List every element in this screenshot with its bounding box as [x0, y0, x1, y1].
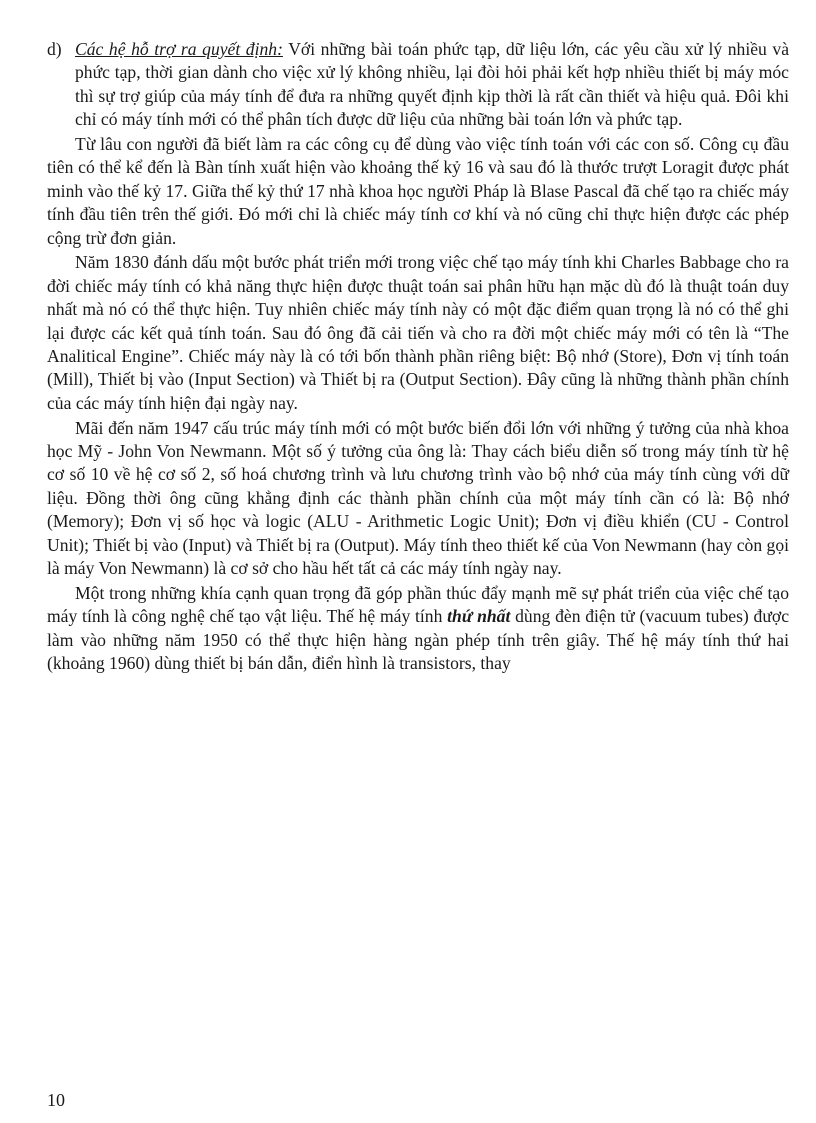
page-number: 10 — [47, 1090, 65, 1110]
page-body — [47, 38, 789, 676]
list-item-label: d) — [47, 39, 62, 59]
paragraph-text-after: dùng đèn điện tử (vacuum tubes) được làm vào những năm 1950 có thể thực hiện hàng ngàn phép tính trên giây. Thế hệ máy tính thứ hai (khoảng 1960) dùng thiết bị bán dẫn, điển hình là transistors, thay — [47, 606, 789, 674]
emphasis-text: thứ nhất — [447, 606, 511, 627]
list-item-body — [75, 38, 789, 132]
paragraph-calculating-tools: Từ lâu con người đã biết làm ra các công cụ để dùng vào việc tính toán với các con số. Công cụ đầu tiên có thể kể đến là Bàn tính xuất hiện vào khoảng thế kỷ 16 và sau đó là thước trượt Loragit được phát minh vào thế kỷ 17. Giữa thế kỷ thứ 17 nhà khoa học người Pháp là Blase Pascal đã chế tạo ra chiếc máy tính đầu tiên trên thế giới. Đó mới chỉ là chiếc máy tính cơ khí và nó cũng chỉ thực hiện được các phép cộng trừ đơn giản. — [47, 134, 789, 248]
paragraph-von-newmann: Mãi đến năm 1947 cấu trúc máy tính mới có một bước biến đổi lớn với những ý tưởng của nhà khoa học Mỹ - John Von Newmann. Một số ý tưởng của ông là: Thay cách biểu diễn số trong máy tính từ hệ cơ số 10 về hệ cơ số 2, số hoá chương trình và lưu chương trình vào bộ nhớ của máy tính cùng với dữ liệu. Đồng thời ông cũng khẳng định các thành phần chính của một máy tính cần có là: Bộ nhớ (Memory); Đơn vị số học và logic (ALU - Arithmetic Logic Unit); Đơn vị điều khiển (CU - Control Unit); Thiết bị vào (Input) và Thiết bị ra (Output). Máy tính theo thiết kế của Von Newmann (hay còn gọi là máy Von Newmann) là cơ sở cho hầu hết tất cả các máy tính ngày nay. — [47, 417, 789, 579]
paragraph-materials-technology — [47, 582, 789, 676]
list-item-d — [47, 38, 789, 132]
list-item-text: Với những bài toán phức tạp, dữ liệu lớn, các yêu cầu xử lý nhiều và phức tạp, thời gian dành cho việc xử lý không nhiều, lại đòi hỏi phải kết hợp nhiều thiết bị máy móc thì sự trợ giúp của máy tính để đưa ra những quyết định kịp thời là rất cần thiết và hiệu quả. Đôi khi chỉ có máy tính mới có thể phân tích được dữ liệu của những bài toán lớn và phức tạp. — [75, 39, 789, 130]
paragraph-text-before: Một trong những khía cạnh quan trọng đã góp phần thúc đẩy mạnh mẽ sự phát triển của việc chế tạo máy tính là công nghệ chế tạo vật liệu. Thế hệ máy tính — [47, 582, 789, 627]
section-heading: Các hệ hỗ trợ ra quyết định: — [75, 39, 283, 59]
paragraph-babbage: Năm 1830 đánh dấu một bước phát triển mới trong việc chế tạo máy tính khi Charles Babbage cho ra đời chiếc máy tính có khả năng thực hiện được thuật toán sai phân hữu hạn mặc dù đó là thuật toán duy nhất mà nó có thể thực hiện. Tuy nhiên chiếc máy tính này có một đặc điểm quan trọng là nó có thể ghi lại được các kết quả tính toán. Sau đó ông đã cải tiến và cho ra đời một chiếc máy mới có tên là “The Analitical Engine”. Chiếc máy này là có tới bốn thành phần riêng biệt: Bộ nhớ (Store), Đơn vị tính toán (Mill), Thiết bị vào (Input Section) và Thiết bị ra (Output Section). Đây cũng là những thành phần chính của các máy tính hiện đại ngày nay. — [47, 252, 789, 413]
